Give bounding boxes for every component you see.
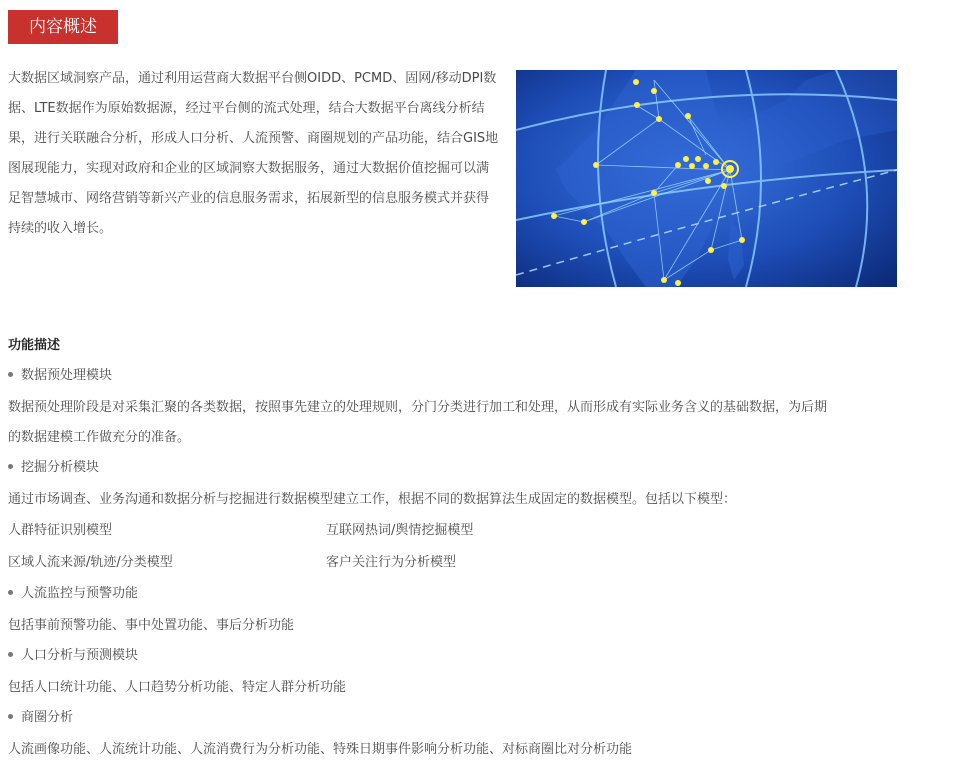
model-item: 互联网热词/舆情挖掘模型	[326, 523, 474, 538]
population-heading-text: 人口分析与预测模块	[21, 648, 139, 663]
model-item: 人群特征识别模型	[8, 523, 113, 538]
features-title: 功能描述	[8, 338, 61, 353]
monitor-desc: 包括事前预警功能、事中处置功能、事后分析功能	[8, 618, 295, 633]
preprocess-desc-line2: 的数据建模工作做充分的准备。	[8, 430, 191, 445]
preprocess-heading	[8, 366, 112, 386]
business-desc: 人流画像功能、人流统计功能、人流消费行为分析功能、特殊日期事件影响分析功能、对标商圈比对分析功能	[8, 742, 633, 757]
network-map-image	[516, 70, 897, 287]
globe-network-illustration	[516, 70, 897, 287]
monitor-heading-text: 人流监控与预警功能	[21, 586, 139, 601]
business-heading-text: 商圈分析	[21, 710, 74, 725]
business-heading	[8, 708, 73, 728]
mining-desc: 通过市场调查、业务沟通和数据分析与挖掘进行数据模型建立工作，根据不同的数据算法生成固定的数据模型。包括以下模型：	[8, 492, 737, 507]
preprocess-desc-line1: 数据预处理阶段是对采集汇聚的各类数据，按照事先建立的处理规则，分门分类进行加工和处理，从而形成有实际业务含义的基础数据，为后期	[8, 400, 828, 415]
intro-paragraph: 大数据区域洞察产品，通过利用运营商大数据平台侧OIDD、PCMD、固网/移动DPI数据、LTE数据作为原始数据源，经过平台侧的流式处理，结合大数据平台离线分析结果，进行关联融合分析，形成人口分析、人流预警、商圈规划的产品功能，结合GIS地图展现能力，实现对政府和企业的区域洞察大数据服务，通过大数据价值挖掘可以满足智慧城市、网络营销等新兴产业的信息服务需求，拓展新型的信息服务模式并获得持续的收入增长。	[8, 71, 499, 236]
population-desc: 包括人口统计功能、人口趋势分析功能、特定人群分析功能	[8, 680, 347, 695]
population-heading	[8, 646, 138, 666]
model-item: 客户关注行为分析模型	[326, 555, 457, 570]
monitor-heading	[8, 584, 138, 604]
model-item: 区域人流来源/轨迹/分类模型	[8, 555, 173, 570]
mining-heading	[8, 458, 99, 478]
mining-heading-text: 挖掘分析模块	[21, 460, 100, 475]
section-title-badge: 内容概述	[8, 10, 118, 44]
preprocess-heading-text: 数据预处理模块	[21, 368, 113, 383]
